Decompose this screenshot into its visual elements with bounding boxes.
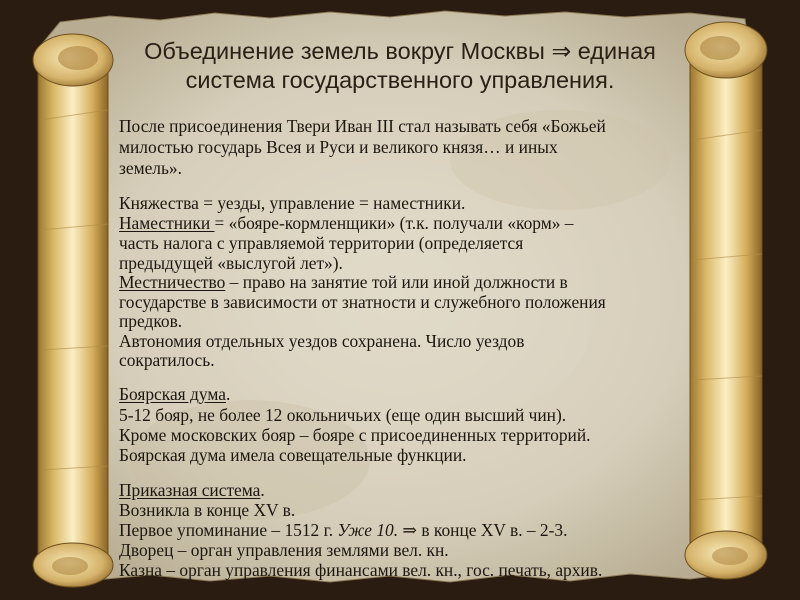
slide-title-line-1: Объединение земель вокруг Москвы ⇒ единая (144, 38, 656, 64)
prikaz-line-2 (119, 520, 567, 540)
namestniki-definition: = «бояре-кормленщики» (т.к. получали «корм» – (214, 213, 574, 233)
duma-line-3: Боярская дума имела совещательные функции. (119, 445, 467, 465)
prikaz-heading-line (119, 480, 265, 500)
prikaz-line-2-end: ⇒ в конце XV в. – 2-3. (398, 520, 568, 540)
governance-line-1: Княжества = уезды, управление = наместники. (119, 193, 466, 213)
prikaz-line-4: Казна – орган управления финансами вел. кн., гос. печать, архив. (119, 560, 603, 580)
duma-line-1: 5-12 бояр, не более 12 окольничьих (еще один высший чин). (119, 405, 567, 425)
governance-line-9: сократилось. (119, 350, 215, 370)
governance-line-6: государстве в зависимости от знатности и служебного положения (119, 292, 606, 312)
mestnichestvo-term: Местничество (119, 272, 226, 292)
slide-title-line-2: система государственного управления. (185, 67, 615, 93)
governance-line-3: часть налога с управляемой территории (определяется (119, 233, 524, 253)
namestniki-line (119, 213, 573, 233)
prikaz-heading-suffix: . (260, 480, 265, 500)
prikaz-line-2-start: Первое упоминание – 1512 г. (119, 520, 338, 540)
prikaz-heading: Приказная система (119, 480, 261, 500)
intro-line-2: милостью государь Всея и Руси и великого князя… и иных (119, 137, 558, 157)
prikaz-line-1: Возникла в конце XV в. (119, 500, 296, 520)
governance-line-8: Автономия отдельных уездов сохранена. Число уездов (119, 331, 525, 351)
prikaz-line-2-italic: Уже 10. (337, 520, 399, 540)
intro-line-3: земель». (119, 158, 182, 178)
mestnichestvo-definition: – право на занятие той или иной должности в (225, 272, 568, 292)
right-scroll-roll (685, 22, 767, 579)
mestnichestvo-line (119, 272, 568, 292)
namestniki-term: Наместники (119, 213, 215, 233)
governance-line-4: предыдущей «выслугой лет»). (119, 253, 343, 273)
governance-line-7: предков. (119, 311, 183, 331)
duma-line-2: Кроме московских бояр – бояре с присоединенных территорий. (119, 425, 591, 445)
duma-heading: Боярская дума (119, 384, 226, 404)
intro-line-1: После присоединения Твери Иван III стал называть себя «Божьей (119, 116, 606, 136)
duma-heading-suffix: . (225, 384, 231, 404)
duma-heading-line (119, 384, 230, 404)
left-scroll-roll (33, 34, 113, 587)
prikaz-line-3: Дворец – орган управления землями вел. кн. (119, 540, 449, 560)
